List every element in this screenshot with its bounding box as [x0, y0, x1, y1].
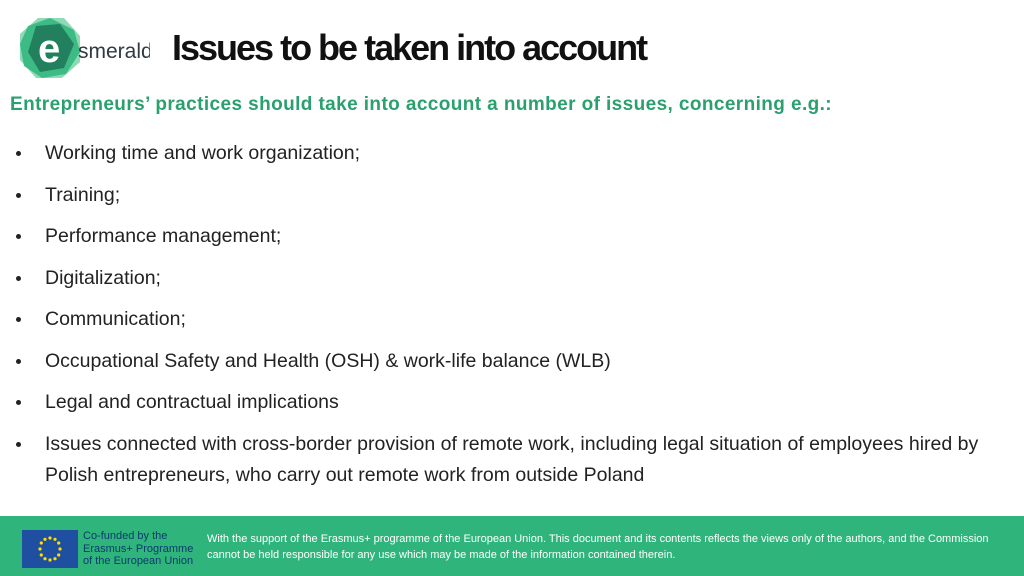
- bullet-icon: [16, 193, 21, 198]
- bullet-icon: [16, 359, 21, 364]
- list-item: [16, 429, 996, 491]
- eu-line-3: of the European Union: [83, 555, 194, 567]
- list-item-text: Training;: [45, 183, 121, 206]
- list-item-text: Occupational Safety and Health (OSH) & work-life balance (WLB): [45, 349, 611, 372]
- bullet-icon: [16, 276, 21, 281]
- list-item: [16, 180, 996, 211]
- bullet-icon: [16, 400, 21, 405]
- bullet-icon: [16, 317, 21, 322]
- list-item: [16, 221, 996, 252]
- list-item: [16, 387, 996, 418]
- eu-cofunded-badge: [22, 530, 196, 568]
- list-item: [16, 346, 996, 377]
- eu-flag-icon: [22, 530, 78, 568]
- bullet-icon: [16, 442, 21, 447]
- list-item: [16, 263, 996, 294]
- list-item-text: Digitalization;: [45, 266, 161, 289]
- list-item-text: Performance management;: [45, 225, 282, 247]
- bullet-icon: [16, 151, 21, 156]
- list-item-text: Issues connected with cross-border provision of remote work, including legal situation of employees hired by Polish entrepreneurs, who carry out remote work from outside Poland: [45, 432, 979, 486]
- logo-word: smerald: [78, 40, 150, 63]
- issues-list: [16, 138, 996, 501]
- footer-disclaimer: With the support of the Erasmus+ programme of the European Union. This document and its contents reflects the views only of the authors, and the Commission cannot be held responsible for any use which may be made of the information contained therein.: [207, 533, 989, 561]
- list-item: [16, 304, 996, 335]
- logo-letter: e: [38, 27, 61, 71]
- eu-line-2: Erasmus+ Programme: [83, 542, 194, 555]
- eu-line-1: Co-funded by the: [83, 530, 168, 542]
- esmerald-logo: [16, 16, 150, 80]
- page-title: Issues to be taken into account: [172, 27, 647, 68]
- bullet-icon: [16, 234, 21, 239]
- list-item-text: Communication;: [45, 308, 186, 330]
- list-item-text: Legal and contractual implications: [45, 391, 339, 413]
- intro-text: Entrepreneurs’ practices should take into account a number of issues, concerning e.g.:: [10, 94, 833, 115]
- list-item-text: Working time and work organization;: [45, 142, 361, 164]
- eu-cofunded-text: [83, 530, 198, 568]
- list-item: [16, 138, 996, 169]
- footer-band: [0, 516, 1024, 576]
